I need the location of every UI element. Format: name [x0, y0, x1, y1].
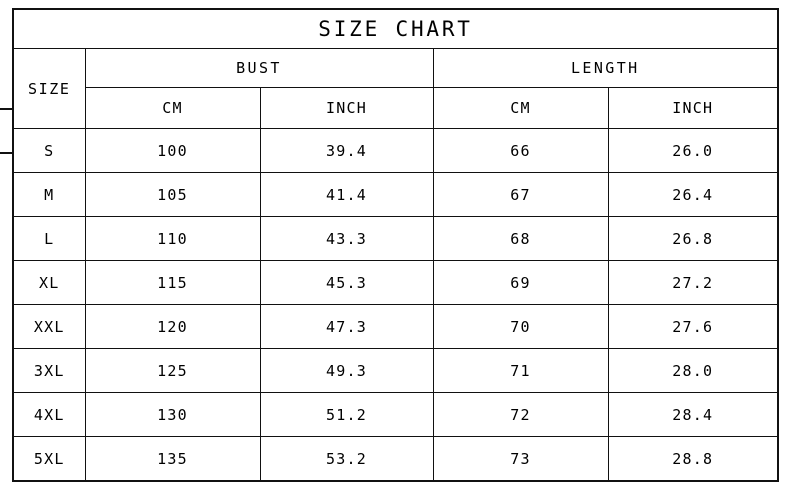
cell-length-inch: 27.2: [608, 261, 778, 305]
cell-bust-cm: 100: [85, 129, 260, 173]
cell-bust-inch: 47.3: [260, 305, 433, 349]
cell-length-cm: 73: [433, 437, 608, 482]
cell-length-inch: 26.8: [608, 217, 778, 261]
cell-bust-cm: 105: [85, 173, 260, 217]
table-row: [13, 393, 778, 437]
table-row: [13, 173, 778, 217]
table-row: [13, 217, 778, 261]
table-row: [13, 261, 778, 305]
header-group-length: LENGTH: [433, 49, 778, 88]
cell-length-inch: 28.8: [608, 437, 778, 482]
table-row: [13, 349, 778, 393]
header-bust-inch: INCH: [260, 88, 433, 129]
header-size: SIZE: [13, 49, 85, 129]
cell-size: L: [13, 217, 85, 261]
table-unit-header-row: [13, 88, 778, 129]
cell-bust-cm: 115: [85, 261, 260, 305]
cell-bust-inch: 45.3: [260, 261, 433, 305]
cell-bust-inch: 39.4: [260, 129, 433, 173]
table-row: [13, 437, 778, 482]
cell-length-cm: 70: [433, 305, 608, 349]
cell-bust-inch: 53.2: [260, 437, 433, 482]
header-length-inch: INCH: [608, 88, 778, 129]
header-length-cm: CM: [433, 88, 608, 129]
cell-bust-inch: 41.4: [260, 173, 433, 217]
table-row: [13, 305, 778, 349]
cell-bust-cm: 125: [85, 349, 260, 393]
cell-length-inch: 26.4: [608, 173, 778, 217]
cell-length-inch: 27.6: [608, 305, 778, 349]
cell-size: XL: [13, 261, 85, 305]
header-bust-cm: CM: [85, 88, 260, 129]
cell-bust-inch: 43.3: [260, 217, 433, 261]
table-title-row: [13, 9, 778, 49]
cell-size: S: [13, 129, 85, 173]
cell-length-cm: 69: [433, 261, 608, 305]
cell-length-cm: 67: [433, 173, 608, 217]
table-left-edge-marker: [0, 108, 12, 154]
cell-length-cm: 71: [433, 349, 608, 393]
cell-length-inch: 28.0: [608, 349, 778, 393]
cell-bust-cm: 120: [85, 305, 260, 349]
cell-length-inch: 26.0: [608, 129, 778, 173]
size-chart-table: [12, 8, 779, 482]
table-group-header-row: [13, 49, 778, 88]
cell-bust-cm: 130: [85, 393, 260, 437]
cell-bust-inch: 49.3: [260, 349, 433, 393]
cell-length-cm: 68: [433, 217, 608, 261]
cell-size: XXL: [13, 305, 85, 349]
table-row: [13, 129, 778, 173]
cell-size: M: [13, 173, 85, 217]
cell-bust-cm: 135: [85, 437, 260, 482]
header-group-bust: BUST: [85, 49, 433, 88]
cell-size: 4XL: [13, 393, 85, 437]
cell-length-cm: 72: [433, 393, 608, 437]
cell-bust-inch: 51.2: [260, 393, 433, 437]
cell-size: 3XL: [13, 349, 85, 393]
chart-title: SIZE CHART: [13, 9, 778, 49]
cell-length-inch: 28.4: [608, 393, 778, 437]
cell-length-cm: 66: [433, 129, 608, 173]
cell-size: 5XL: [13, 437, 85, 482]
cell-bust-cm: 110: [85, 217, 260, 261]
